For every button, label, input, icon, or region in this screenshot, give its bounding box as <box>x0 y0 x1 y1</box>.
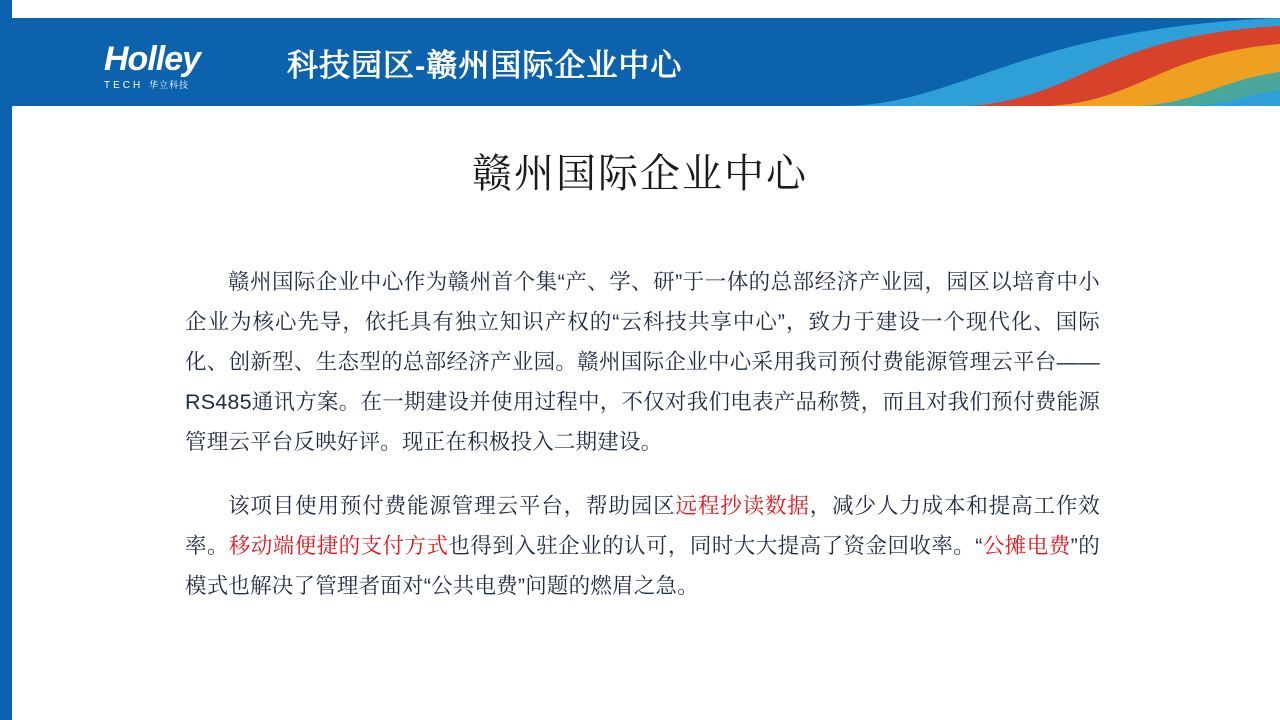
highlight-text: 移动端便捷的支付方式 <box>228 534 449 558</box>
paragraph-2 <box>185 486 1100 606</box>
paragraph-1 <box>185 262 1100 462</box>
highlight-text: 远程抄读数据 <box>675 494 810 518</box>
header-title: 科技园区-赣州国际企业中心 <box>287 48 683 83</box>
body-text: 赣州国际企业中心作为赣州首个集“产、学、研”于一体的总部经济产业园，园区以培育中小企业为核心先导，依托具有独立知识产权的“云科技共享中心”，致力于建设一个现代化、国际化、创新型、生态型的总部经济产业园。赣州国际企业中心采用我司预付费能源管理云平台——RS485通讯方案。在一期建设并使用过程中，不仅对我们电表产品称赞，而且对我们预付费能源管理云平台反映好评。现正在积极投入二期建设。 <box>185 270 1100 454</box>
logo-subtitle-cn: 华立科技 <box>149 80 190 90</box>
holley-logo <box>104 42 269 90</box>
logo-wordmark: Holley <box>104 40 201 78</box>
body-text: ，减少人力成本和提高工作效率。 <box>185 494 1100 558</box>
slide-header <box>12 18 1280 106</box>
body-text: 也得到入驻企业的认可，同时大大提高了资金回收率。“ <box>448 534 983 558</box>
highlight-text: 公摊电费 <box>982 534 1071 558</box>
body-text: 该项目使用预付费能源管理云平台，帮助园区 <box>228 494 676 518</box>
header-swoosh-graphic <box>720 18 1280 106</box>
logo-subtitle-en: TECH <box>104 80 144 91</box>
logo-subtitle <box>104 78 269 91</box>
page-title: 赣州国际企业中心 <box>472 152 808 196</box>
body-text: ”的模式也解决了管理者面对“公共电费”问题的燃眉之急。 <box>185 534 1100 598</box>
body-copy <box>185 262 1100 606</box>
left-accent-bar <box>0 0 12 720</box>
